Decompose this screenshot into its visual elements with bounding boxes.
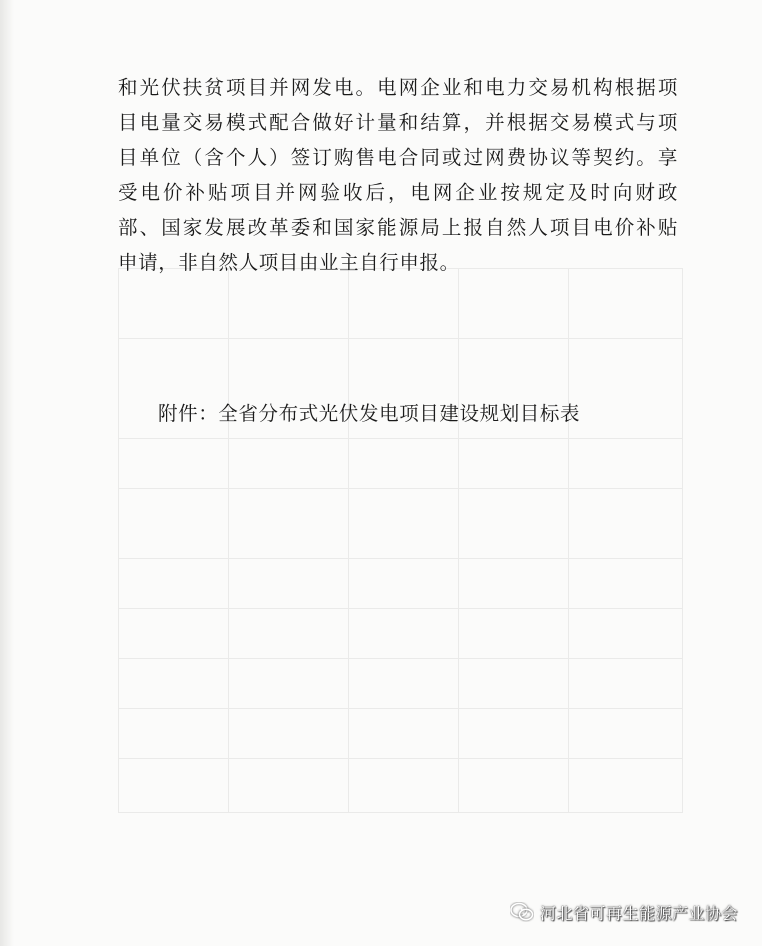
paragraph-line: 目电量交易模式配合做好计量和结算，并根据交易模式与项 bbox=[118, 111, 678, 134]
attachment-note: 附件：全省分布式光伏发电项目建设规划目标表 bbox=[158, 402, 581, 425]
bleed-through-table bbox=[118, 268, 683, 813]
source-watermark bbox=[510, 897, 738, 927]
paragraph-line: 和光伏扶贫项目并网发电。电网企业和电力交易机构根据项 bbox=[118, 76, 678, 99]
paragraph-line: 受电价补贴项目并网验收后，电网企业按规定及时向财政 bbox=[118, 181, 678, 204]
wechat-icon bbox=[510, 902, 534, 922]
page-edge-shadow bbox=[0, 0, 14, 946]
paragraph-line: 部、国家发展改革委和国家能源局上报自然人项目电价补贴 bbox=[118, 216, 678, 239]
watermark-text: 河北省可再生能源产业协会 bbox=[539, 903, 738, 923]
paragraph-line: 申请，非自然人项目由业主自行申报。 bbox=[118, 251, 460, 274]
body-paragraph bbox=[118, 70, 678, 280]
paragraph-line: 目单位（含个人）签订购售电合同或过网费协议等契约。享 bbox=[118, 146, 678, 169]
